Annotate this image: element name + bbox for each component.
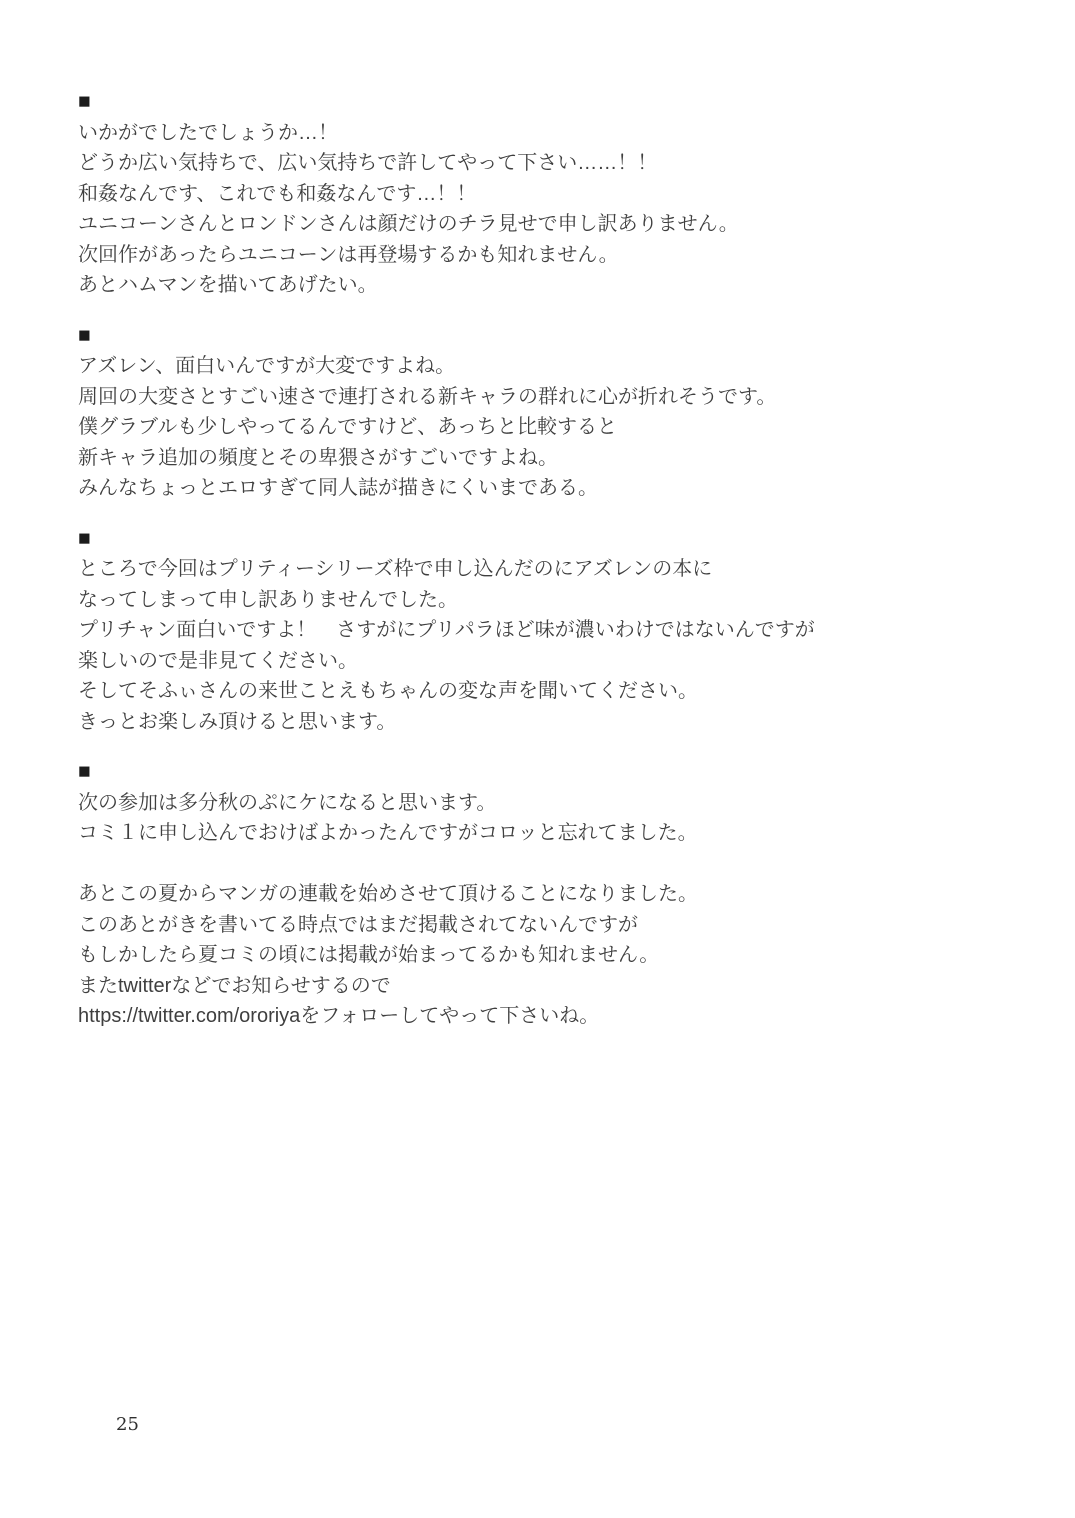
text-line: このあとがきを書いてる時点ではまだ掲載されてないんですが xyxy=(78,913,638,936)
afterword-section-4 xyxy=(78,757,1018,1032)
afterword-text xyxy=(78,87,1018,1052)
section-marker-icon: ■ xyxy=(78,90,91,113)
text-line: ユニコーンさんとロンドンさんは顔だけのチラ見せで申し訳ありません。 xyxy=(78,213,739,235)
text-line: ところで今回はプリティーシリーズ枠で申し込んだのにアズレンの本に xyxy=(78,558,713,580)
text-line: あとこの夏からマンガの連載を始めさせて頂けることになりました。 xyxy=(78,883,698,905)
afterword-section-1 xyxy=(78,87,1018,301)
section-marker-icon: ■ xyxy=(78,760,91,783)
afterword-section-2 xyxy=(78,321,1018,504)
section-marker-icon: ■ xyxy=(78,526,91,550)
page-number: 25 xyxy=(116,1414,139,1435)
text-line: どうか広い気持ちで、広い気持ちで許してやって下さい……！！ xyxy=(78,152,658,174)
text-line: そしてそふぃさんの来世ことえもちゃんの変な声を聞いてください。 xyxy=(78,680,698,702)
text-line: 和姦なんです、これでも和姦なんです…！！ xyxy=(78,182,477,205)
text-line: あとハムマンを描いてあげたい。 xyxy=(78,274,378,296)
text-line: 楽しいので是非見てください。 xyxy=(78,649,358,672)
text-line: コミ１に申し込んでおけばよかったんですがコロッと忘れてました。 xyxy=(78,822,698,844)
text-line: みんなちょっとエロすぎて同人誌が描きにくいまである。 xyxy=(78,477,598,499)
text-line: もしかしたら夏コミの頃には掲載が始まってるかも知れません。 xyxy=(78,944,660,966)
section-marker-icon: ■ xyxy=(78,323,91,347)
text-line: なってしまって申し訳ありませんでした。 xyxy=(78,588,458,611)
text-line-blank xyxy=(78,849,1018,880)
text-line: 次の参加は多分秋のぷにケになると思います。 xyxy=(78,791,497,814)
text-line: 僕グラブルも少しやってるんですけど、あっちと比較すると xyxy=(78,416,617,438)
text-line: 次回作があったらユニコーンは再登場するかも知れません。 xyxy=(78,243,619,266)
afterword-section-3 xyxy=(78,524,1018,738)
text-line: アズレン、面白いんですが大変ですよね。 xyxy=(78,355,456,377)
text-line-twitter-url: https://twitter.com/ororiyaをフォローしてやって下さいね。 xyxy=(78,1005,600,1027)
text-line: きっとお楽しみ頂けると思います。 xyxy=(78,710,397,733)
text-line: プリチャン面白いですよ！ さすがにプリパラほど味が濃いわけではないんですが xyxy=(78,619,815,641)
text-line: 周回の大変さとすごい速さで連打される新キャラの群れに心が折れそうです。 xyxy=(78,385,777,408)
text-line: 新キャラ追加の頻度とその卑猥さがすごいですよね。 xyxy=(78,446,558,469)
text-line: またtwitterなどでお知らせするので xyxy=(78,974,391,997)
text-line: いかがでしたでしょうか…！ xyxy=(78,121,338,144)
